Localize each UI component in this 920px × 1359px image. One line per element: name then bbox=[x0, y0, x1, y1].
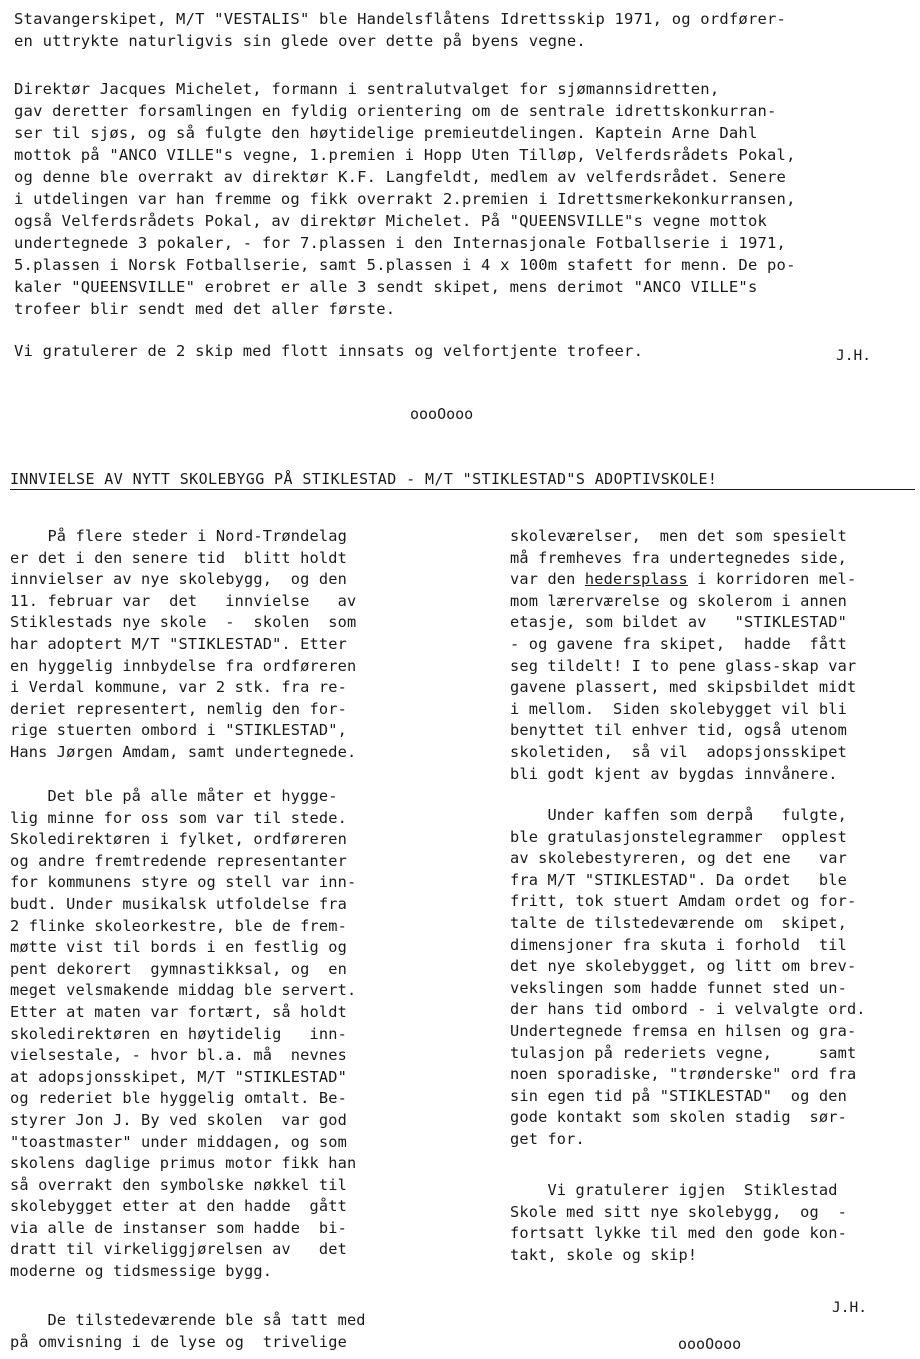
text-line: Undertegnede fremsa en hilsen og gra- bbox=[510, 1021, 857, 1040]
text-line: og rederiet ble hyggelig omtalt. Be- bbox=[10, 1089, 347, 1108]
text-line: det nye skolebygget, og litt om brev- bbox=[510, 957, 857, 976]
text-line: moderne og tidsmessige bygg. bbox=[10, 1262, 273, 1281]
text-line: 5.plassen i Norsk Fotballserie, samt 5.plassen i 4 x 100m stafett for menn. De po- bbox=[14, 256, 796, 274]
text-line: Hans Jørgen Amdam, samt undertegnede. bbox=[10, 742, 357, 761]
text-line: talte de tilstedeværende om skipet, bbox=[510, 913, 847, 932]
text-line: fortsatt lykke til med den gode kon- bbox=[510, 1224, 847, 1243]
text-line: skolens daglige primus motor fikk han bbox=[10, 1154, 357, 1173]
closing-line: Vi gratulerer de 2 skip med flott innsats og velfortjente trofeer. bbox=[14, 342, 644, 360]
signature: J.H. bbox=[832, 1300, 867, 1316]
text-line: at adopsjonsskipet, M/T "STIKLESTAD" bbox=[10, 1067, 347, 1086]
section-divider: oooOooo bbox=[410, 405, 474, 423]
text-line: undertegnede 3 pokaler, - for 7.plassen i den Internasjonale Fotballserie i 1971, bbox=[14, 234, 787, 252]
text-line: skoleværelser, men det som spesielt bbox=[510, 527, 847, 545]
text-line: De tilstedeværende ble så tatt med bbox=[10, 1311, 366, 1329]
text-line: Det ble på alle måter et hygge- bbox=[10, 787, 338, 805]
text-line: tulasjon på rederiets vegne, samt bbox=[510, 1043, 857, 1062]
text-line: dimensjoner fra skuta i forhold til bbox=[510, 935, 847, 954]
text-line: også Velferdsrådets Pokal, av direktør Michelet. På "QUEENSVILLE"s vegne mottok bbox=[14, 212, 768, 230]
text-line: meget velsmakende middag ble servert. bbox=[10, 981, 357, 1000]
signature: J.H. bbox=[836, 348, 871, 364]
text-line: takt, skole og skip! bbox=[510, 1245, 698, 1264]
text-fragment: var den bbox=[510, 570, 585, 589]
text-line: innvielser av nye skolebygg, og den bbox=[10, 570, 347, 589]
text-line: benyttet til enhver tid, også utenom bbox=[510, 721, 847, 740]
text-line: og denne ble overrakt av direktør K.F. Langfeldt, medlem av velferdsrådet. Senere bbox=[14, 168, 787, 186]
text-line: er det i den senere tid blitt holdt bbox=[10, 548, 347, 567]
text-line: skoledirektøren en høytidelig inn- bbox=[10, 1024, 347, 1043]
text-line: så overrakt den symbolske nøkkel til bbox=[10, 1175, 347, 1194]
text-line: 2 flinke skoleorkestre, ble de frem- bbox=[10, 916, 347, 935]
text-line: må fremheves fra undertegnedes side, bbox=[510, 548, 847, 567]
section-divider: oooOooo bbox=[678, 1335, 742, 1353]
text-line: "toastmaster" under middagen, og som bbox=[10, 1132, 347, 1151]
text-line: mottok på "ANCO VILLE"s vegne, 1.premien i Hopp Uten Tilløp, Velferdsrådets Pokal, bbox=[14, 146, 796, 164]
right-column bbox=[510, 526, 856, 785]
text-line: Skoledirektøren i fylket, ordføreren bbox=[10, 830, 347, 849]
text-line: gav deretter forsamlingen en fyldig orientering om de sentrale idrettskonkurran- bbox=[14, 102, 777, 120]
text-line: sin egen tid på "STIKLESTAD" og den bbox=[510, 1086, 847, 1105]
text-line: for kommunens styre og stell var inn- bbox=[10, 873, 357, 892]
text-line bbox=[510, 569, 856, 591]
text-line: mom lærerværelse og skolerom i annen bbox=[510, 591, 847, 610]
text-line: der hans tid ombord - i velvalgte ord. bbox=[510, 1000, 866, 1019]
text-line: ble gratulasjonstelegrammer opplest bbox=[510, 827, 847, 846]
right-column-p2 bbox=[510, 805, 866, 1151]
right-column-p3 bbox=[510, 1180, 847, 1266]
text-line: av skolebestyreren, og det ene var bbox=[510, 849, 847, 868]
text-line: Skole med sitt nye skolebygg, og - bbox=[510, 1202, 847, 1221]
text-line: på omvisning i de lyse og trivelige bbox=[10, 1332, 347, 1351]
text-line: noen sporadiske, "trønderske" ord fra bbox=[510, 1065, 857, 1084]
text-line: deriet representert, nemlig den for- bbox=[10, 699, 347, 718]
text-line: etasje, som bildet av "STIKLESTAD" bbox=[510, 613, 847, 632]
text-line: møtte vist til bords i en festlig og bbox=[10, 938, 347, 957]
left-column bbox=[10, 526, 356, 764]
left-column-p2 bbox=[10, 786, 356, 1283]
text-line: - og gavene fra skipet, hadde fått bbox=[510, 634, 847, 653]
text-line: vielsestale, - hvor bl.a. må nevnes bbox=[10, 1046, 347, 1065]
text-line: via alle de instanser som hadde bi- bbox=[10, 1218, 347, 1237]
text-line: kaler "QUEENSVILLE" erobret er alle 3 sendt skipet, mens derimot "ANCO VILLE"s bbox=[14, 278, 758, 296]
text-line: og andre fremtredende representanter bbox=[10, 851, 347, 870]
text-line: i utdelingen var han fremme og fikk overrakt 2.premien i Idrettsmerkekonkurransen, bbox=[14, 190, 796, 208]
text-line: i Verdal kommune, var 2 stk. fra re- bbox=[10, 678, 347, 697]
text-line: ser til sjøs, og så fulgte den høytidelige premieutdelingen. Kaptein Arne Dahl bbox=[14, 124, 758, 142]
text-line: På flere steder i Nord-Trøndelag bbox=[10, 527, 347, 545]
text-line: gode kontakt som skolen stadig sør- bbox=[510, 1108, 847, 1127]
text-line: bli godt kjent av bygdas innvånere. bbox=[510, 764, 838, 783]
text-line: Direktør Jacques Michelet, formann i sentralutvalget for sjømannsidretten, bbox=[14, 80, 720, 98]
text-line: i mellom. Siden skolebygget vil bli bbox=[510, 699, 847, 718]
text-line: Etter at maten var fortært, så holdt bbox=[10, 1002, 347, 1021]
text-line: get for. bbox=[510, 1129, 585, 1148]
text-line: seg tildelt! I to pene glass-skap var bbox=[510, 656, 857, 675]
text-line: styrer Jon J. By ved skolen var god bbox=[10, 1110, 347, 1129]
text-line: gavene plassert, med skipsbildet midt bbox=[510, 678, 857, 697]
text-line: en uttrykte naturligvis sin glede over dette på byens vegne. bbox=[14, 32, 586, 50]
left-column-p3 bbox=[10, 1310, 366, 1353]
underlined-word: hedersplass bbox=[584, 570, 688, 589]
text-line: budt. Under musikalsk utfoldelse fra bbox=[10, 894, 347, 913]
text-fragment: i korridoren mel- bbox=[687, 570, 857, 589]
text-line: Under kaffen som derpå fulgte, bbox=[510, 806, 847, 824]
text-line: trofeer blir sendt med det aller første. bbox=[14, 300, 396, 318]
text-line: vekslingen som hadde funnet sted un- bbox=[510, 978, 847, 997]
text-line: Stiklestads nye skole - skolen som bbox=[10, 613, 357, 632]
text-line: rige stuerten ombord i "STIKLESTAD", bbox=[10, 721, 347, 740]
text-line: pent dekorert gymnastikksal, og en bbox=[10, 959, 347, 978]
text-line: dratt til virkeliggjørelsen av det bbox=[10, 1240, 347, 1259]
text-line: Vi gratulerer igjen Stiklestad bbox=[510, 1181, 838, 1199]
text-line: fra M/T "STIKLESTAD". Da ordet ble bbox=[510, 870, 847, 889]
text-line: har adoptert M/T "STIKLESTAD". Etter bbox=[10, 634, 347, 653]
text-line: en hyggelig innbydelse fra ordføreren bbox=[10, 656, 357, 675]
text-line: lig minne for oss som var til stede. bbox=[10, 808, 347, 827]
text-line: 11. februar var det innvielse av bbox=[10, 591, 357, 610]
text-line: Stavangerskipet, M/T "VESTALIS" ble Handelsflåtens Idrettsskip 1971, og ordfører- bbox=[14, 10, 787, 28]
text-line: fritt, tok stuert Amdam ordet og for- bbox=[510, 892, 857, 911]
text-line: skoletiden, så vil adopsjonsskipet bbox=[510, 742, 847, 761]
article-heading: INNVIELSE AV NYTT SKOLEBYGG PÅ STIKLESTAD - M/T "STIKLESTAD"S ADOPTIVSKOLE! bbox=[10, 470, 915, 490]
text-line: skolebygget etter at den hadde gått bbox=[10, 1197, 347, 1216]
